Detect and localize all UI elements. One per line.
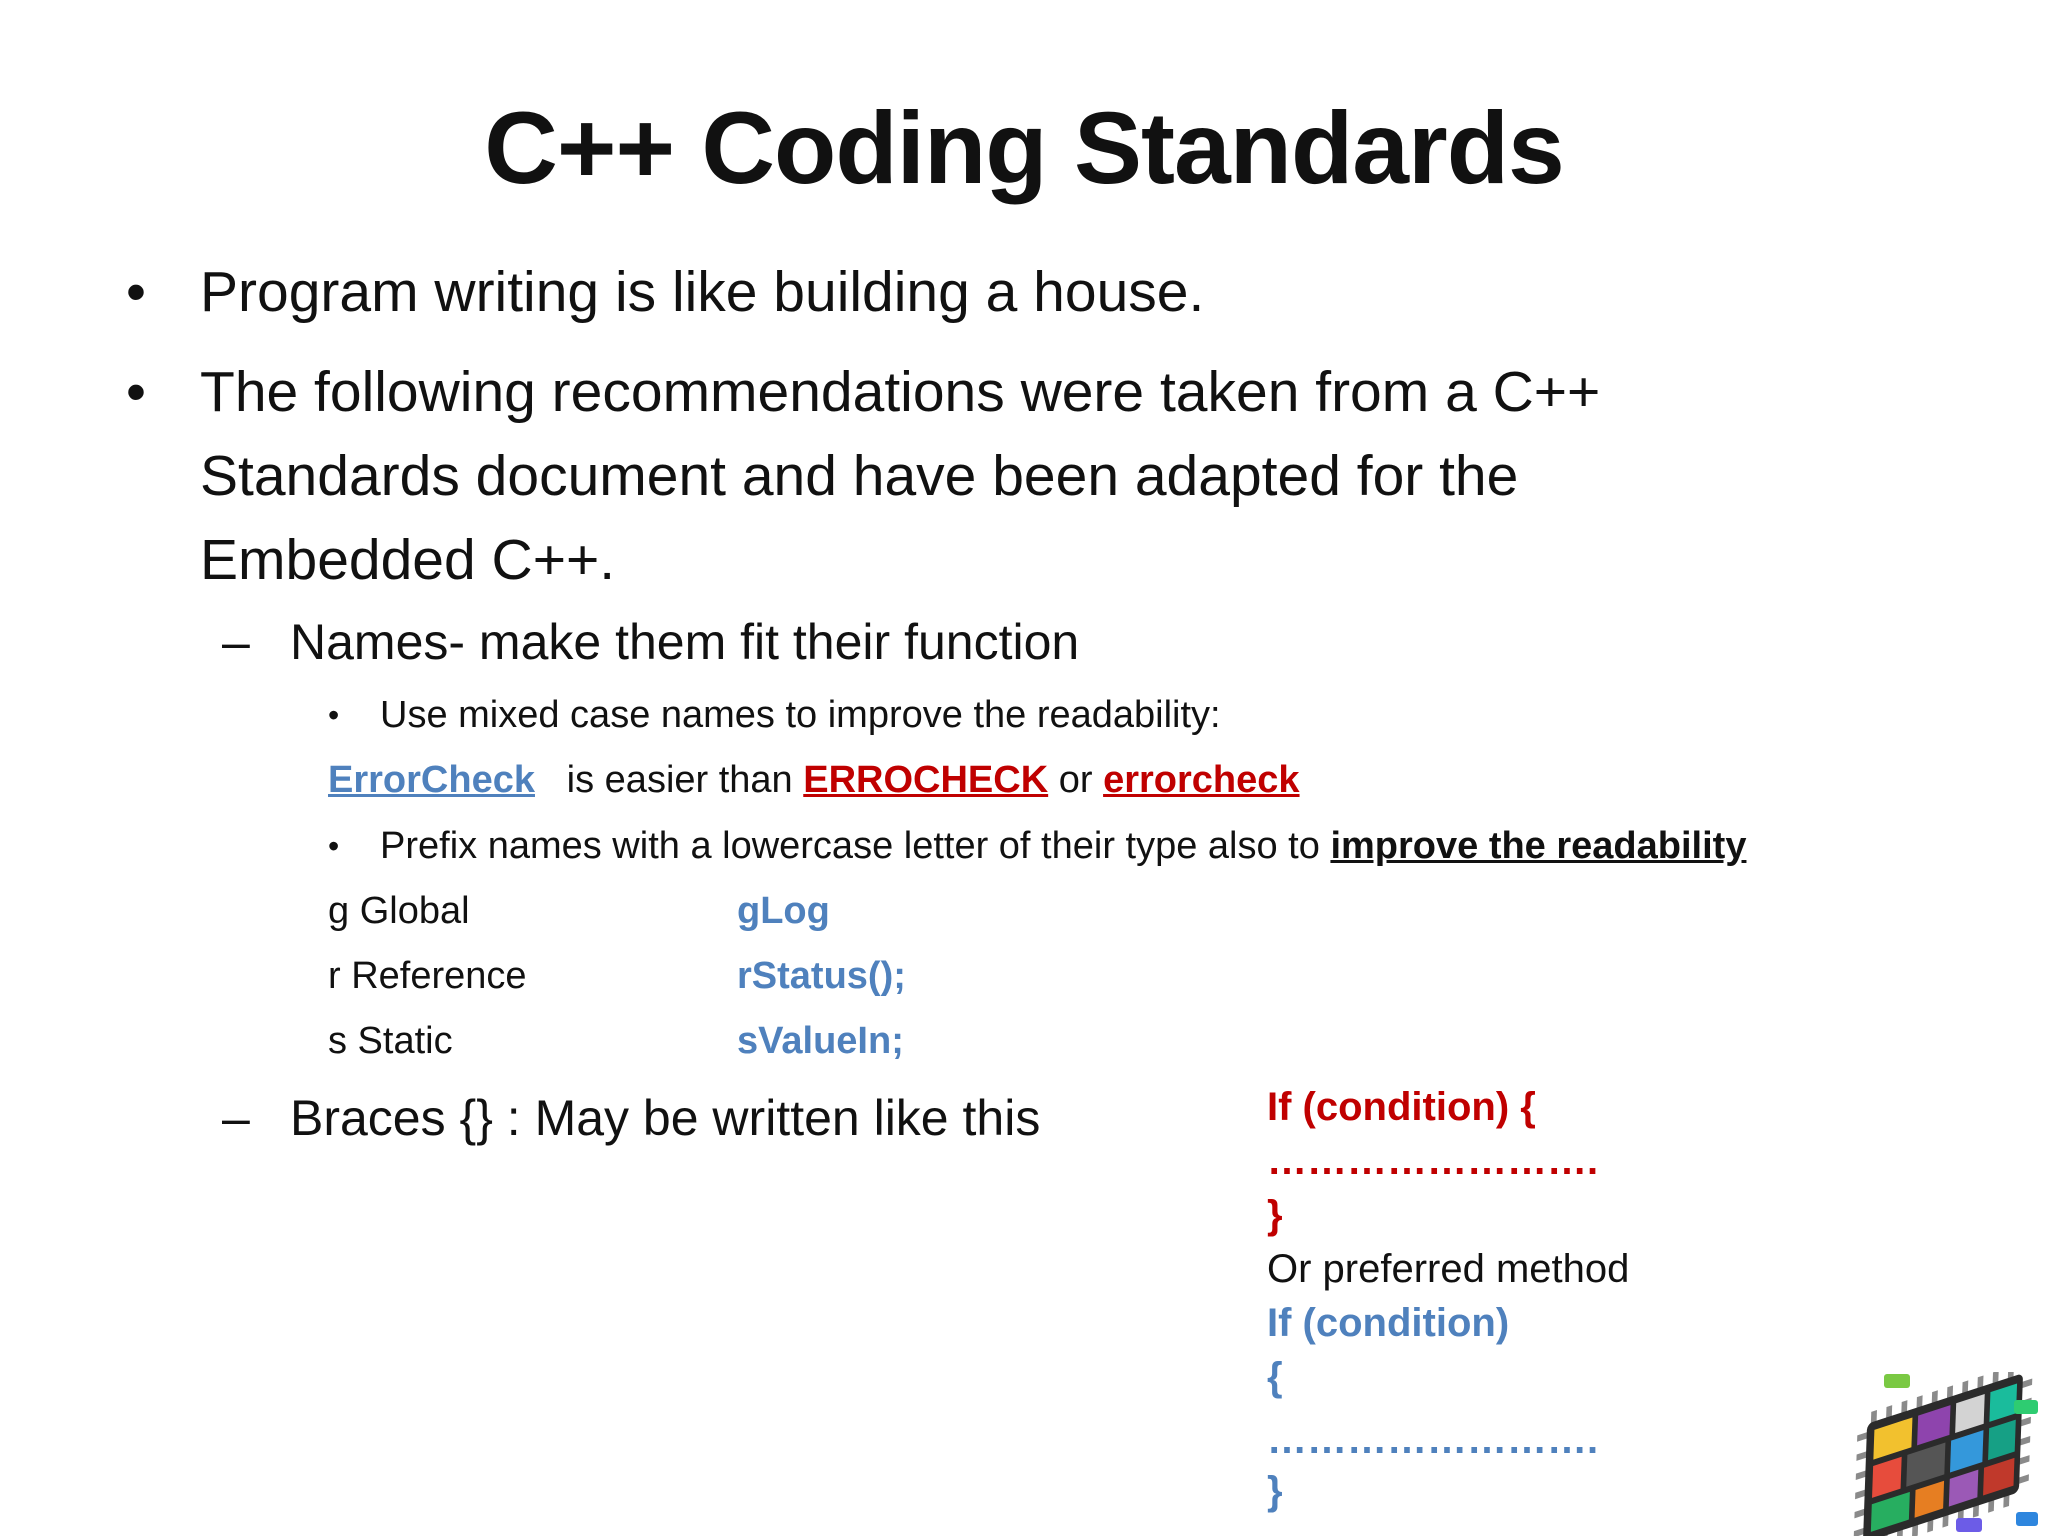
slide-title: C++ Coding Standards — [484, 91, 1564, 205]
prefix-example-reference: rStatus(); — [737, 955, 906, 997]
microchip-icon — [1838, 1372, 2048, 1536]
bullet-marker: • — [126, 360, 146, 424]
code-line-body: ……………………. — [1267, 1139, 1599, 1183]
code-line-if: If (condition) — [1267, 1301, 1510, 1345]
sub-sub-bullet-text: Use mixed case names to improve the readability: — [380, 694, 1221, 736]
sub-bullet-text: Names- make them fit their function — [290, 614, 1080, 670]
dash-marker: – — [222, 614, 250, 670]
code-line-close-brace-preferred: } — [1267, 1469, 1283, 1513]
example-bad-name-lower: errorcheck — [1103, 759, 1300, 801]
sub-sub-bullet-prefix — [328, 818, 1747, 874]
example-or-text: or — [1058, 759, 1093, 801]
bullet-marker: • — [126, 260, 146, 324]
prefix-example-static: sValueIn; — [737, 1020, 904, 1062]
sub-bullet-names — [222, 607, 1080, 677]
prefix-label-reference: r Reference — [328, 955, 527, 997]
example-good-name: ErrorCheck — [328, 759, 535, 801]
sub-bullet-braces — [222, 1083, 1041, 1153]
code-line-body-preferred: ……………………. — [1267, 1418, 1599, 1462]
sub-sub-bullet-text: Prefix names with a lowercase letter of their type also to — [380, 825, 1320, 867]
bullet-line: Embedded C++. — [200, 528, 616, 592]
emphasis-text: improve the readability — [1330, 825, 1747, 867]
bullet-house — [126, 250, 1205, 334]
bullet-recommendations — [126, 350, 1601, 602]
code-line-close-brace: } — [1267, 1193, 1283, 1237]
code-line-open-brace: { — [1267, 1355, 1283, 1399]
prefix-label-static: s Static — [328, 1020, 453, 1062]
bullet-marker: • — [328, 828, 340, 864]
dash-marker: – — [222, 1090, 250, 1146]
sub-bullet-text: Braces {} : May be written like this — [290, 1090, 1041, 1146]
prefix-example-global: gLog — [737, 890, 830, 932]
prefix-label-global: g Global — [328, 890, 470, 932]
bullet-text: Program writing is like building a house. — [200, 260, 1205, 324]
bullet-line: The following recommendations were taken from a C++ — [200, 360, 1601, 424]
example-bad-name-upper: ERROCHECK — [803, 759, 1049, 801]
bullet-line: Standards document and have been adapted for the — [200, 444, 1519, 508]
bullet-marker: • — [328, 697, 340, 733]
example-line — [328, 752, 1300, 808]
example-comparison-text: is easier than — [566, 759, 793, 801]
code-line-if-brace: If (condition) { — [1267, 1085, 1536, 1129]
sub-sub-bullet-mixed-case — [328, 687, 1221, 743]
code-separator-text: Or preferred method — [1267, 1247, 1630, 1291]
